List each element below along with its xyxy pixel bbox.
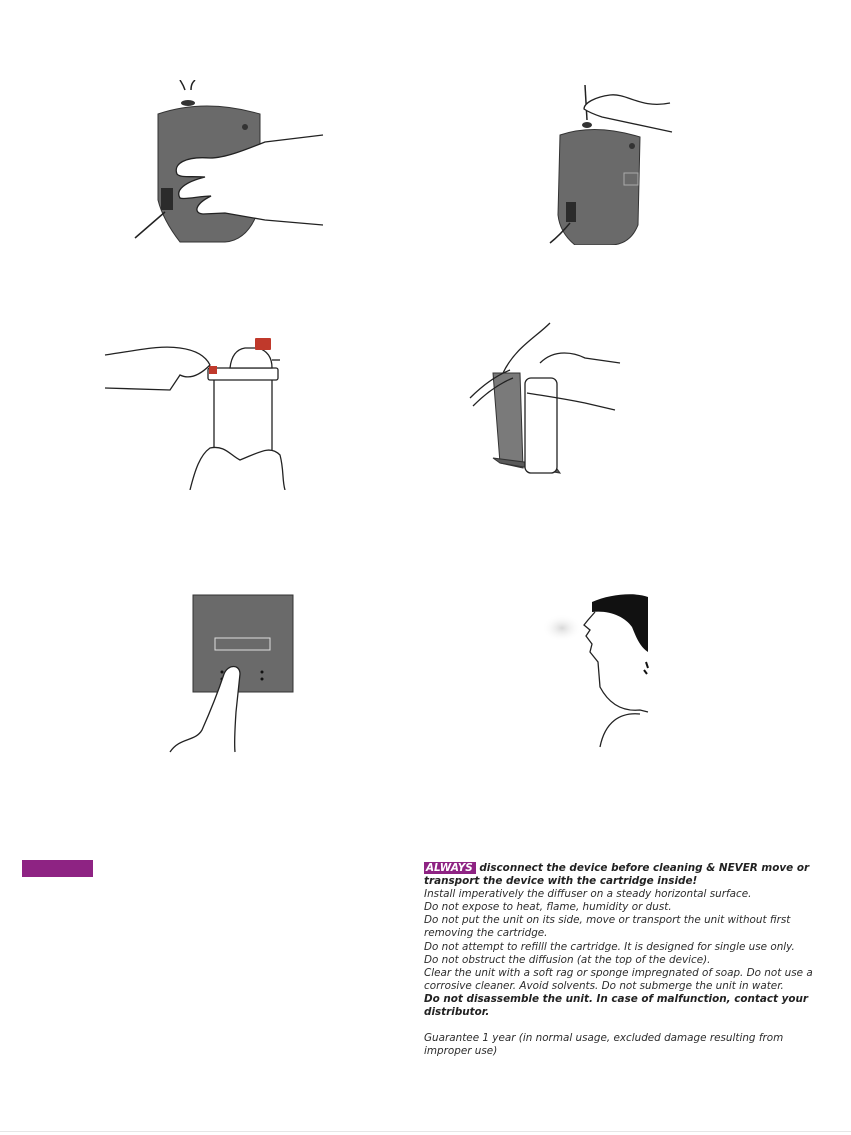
hand-pulling-cable-icon [540, 85, 680, 245]
hands-inserting-cartridge-icon [465, 318, 625, 483]
instruction-item: Do not expose to heat, flame, humidity or dust. [424, 901, 672, 914]
instruction-item: Clear the unit with a soft rag or sponge impregnated of soap. Do not use a corrosive cleaner. Avoid solvents. Do not submerge the unit in water. [424, 966, 813, 992]
always-tag: ALWAYS [424, 862, 476, 874]
instruction-item: Do not put the unit on its side, move or transport the unit without first removing the cartridge. [424, 914, 791, 940]
page-bottom-rule [0, 1131, 851, 1132]
warning-headline-text: disconnect the device before cleaning & NEVER move or transport the device with the cartridge inside! [424, 862, 810, 888]
hands-removing-cartridge-cap-icon [100, 330, 300, 490]
warning-headline [424, 862, 814, 888]
hand-on-device-side-icon [125, 80, 330, 250]
disassembly-warning: Do not disassemble the unit. In case of malfunction, contact your distributor. [424, 992, 809, 1019]
person-breathing-scent-icon [540, 592, 660, 752]
section-accent-bar [22, 860, 93, 877]
guarantee-note: Guarantee 1 year (in normal usage, excluded damage resulting from improper use) [424, 1032, 784, 1058]
instruction-item: Install imperatively the diffuser on a steady horizontal surface. [424, 888, 752, 901]
instruction-item: Do not obstruct the diffusion (at the top of the device). [424, 953, 711, 966]
instruction-item: Do not attempt to refilll the cartridge. It is designed for single use only. [424, 940, 795, 953]
safety-instructions [424, 862, 814, 1058]
finger-pressing-control-panel-icon [160, 592, 300, 754]
